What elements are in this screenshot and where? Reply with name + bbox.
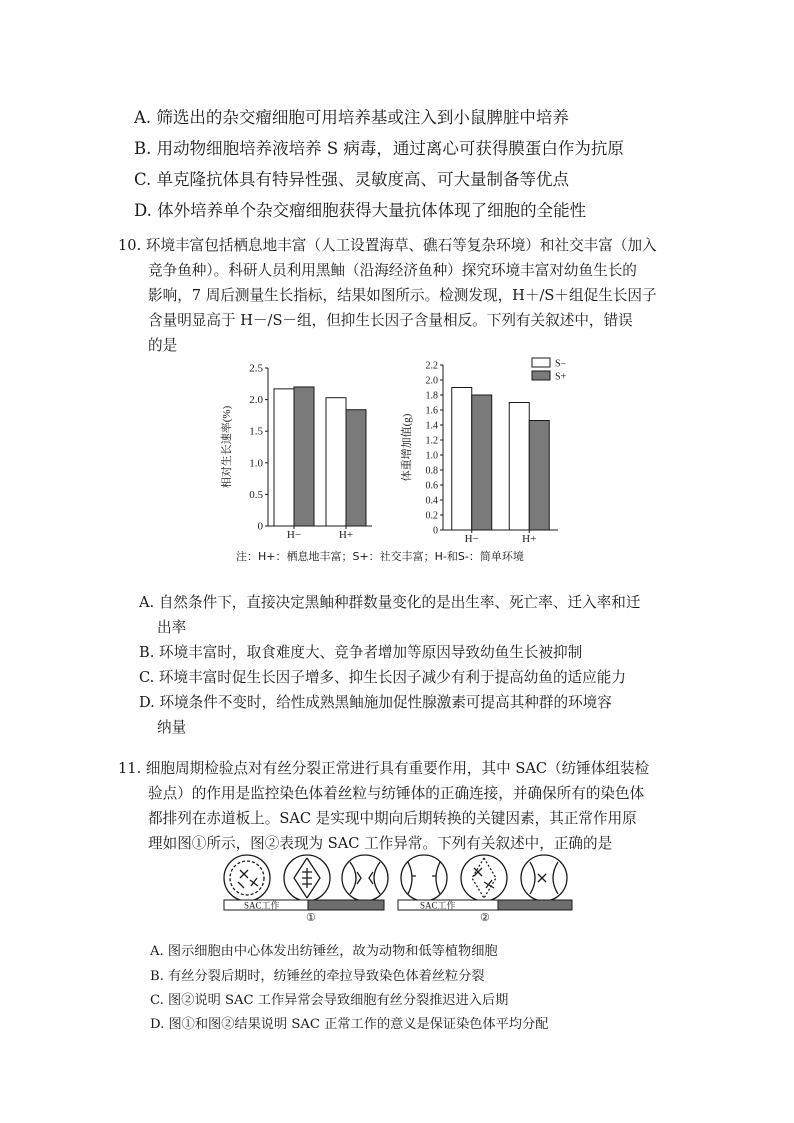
sac-bar-2-label: SAC工作 (420, 900, 456, 911)
sac-bar-1-label: SAC工作 (244, 900, 280, 911)
bar (529, 421, 549, 531)
y-tick-label: 1.0 (249, 457, 263, 470)
q10-stem-line: 竞争鱼种）。科研人员利用黑鲉（沿海经济鱼种）探究环境丰富对幼鱼生长的 (148, 262, 637, 279)
x-tick-label: H− (464, 533, 479, 545)
x-tick-label: H− (286, 529, 302, 541)
cell-abnormal-2 (521, 855, 567, 901)
q10-stem-line: 的是 (148, 337, 178, 354)
y-tick-label: 0.5 (249, 488, 263, 501)
q10-option-d-cont: 纳量 (157, 719, 187, 736)
y-tick-label: 0.6 (425, 480, 438, 492)
q10-figure-note: 注：H+：栖息地丰富；S+：社交丰富；H-和S-：简单环境 (236, 550, 524, 563)
x-tick-label: H+ (338, 529, 354, 541)
q11-figure (222, 850, 574, 930)
q11-stem-line: 都排列在赤道板上。SAC 是实现中期向后期转换的关键因素，其正常作用原 (148, 810, 637, 827)
y-tick-label: 0 (433, 525, 438, 537)
cell-anaphase-2 (401, 855, 447, 901)
q9-option-d: D. 体外培养单个杂交瘤细胞获得大量抗体体现了细胞的全能性 (134, 201, 587, 220)
y-tick-label: 1.2 (425, 435, 438, 447)
y-tick-label: 2.2 (425, 360, 438, 372)
q10-option-c: C. 环境丰富时促生长因子增多、抑生长因子减少有利于提高幼鱼的适应能力 (139, 669, 626, 686)
bar (294, 387, 314, 526)
sac-bar-2 (398, 900, 572, 925)
q9-option-c: C. 单克隆抗体具有特异性强、灵敏度高、可大量制备等优点 (134, 170, 570, 189)
bar (274, 389, 294, 526)
y-tick-label: 1.4 (425, 420, 438, 432)
q10-stem-line: 影响，7 周后测量生长指标，结果如图所示。检测发现，H＋/S＋组促生长因子 (148, 287, 657, 304)
bar (472, 395, 492, 530)
q11-option-d: D. 图①和图②结果说明 SAC 正常工作的意义是保证染色体平均分配 (150, 1017, 549, 1032)
bar (452, 388, 472, 531)
y-axis-label: 体重增加值(g) (401, 413, 413, 482)
y-tick-label: 1.6 (425, 405, 438, 417)
cell-prophase-1 (224, 855, 270, 901)
legend-label: S− (555, 358, 567, 370)
q11-option-b: B. 有丝分裂后期时，纺锤丝的牵拉导致染色体着丝粒分裂 (150, 969, 485, 984)
y-tick-label: 2.0 (249, 394, 263, 407)
weight-gain-chart (399, 358, 567, 545)
q10-option-a: A. 自然条件下，直接决定黑鲉种群数量变化的是出生率、死亡率、迁入率和迁 (139, 594, 641, 611)
bar (326, 398, 346, 526)
q10-option-a-cont: 出率 (157, 619, 187, 636)
figure-label-1: ① (306, 912, 316, 924)
y-tick-label: 0.8 (425, 465, 438, 477)
y-tick-label: 0.2 (425, 510, 438, 522)
legend-swatch (532, 358, 550, 367)
legend-label: S+ (555, 371, 567, 383)
q11-option-a: A. 图示细胞由中心体发出纺锤丝，故为动物和低等植物细胞 (150, 944, 498, 959)
cell-anaphase-1 (342, 855, 388, 901)
y-tick-label: 1.5 (249, 425, 263, 438)
y-tick-label: 2.5 (249, 362, 263, 375)
sac-bar-1 (224, 900, 384, 925)
bar (509, 403, 529, 531)
q10-figure (210, 355, 610, 567)
q10-option-b: B. 环境丰富时，取食难度大、竞争者增加等原因导致幼鱼生长被抑制 (139, 644, 583, 661)
cell-metaphase-1 (284, 855, 330, 901)
y-tick-label: 1.8 (425, 390, 438, 402)
growth-rate-chart (219, 363, 372, 542)
x-tick-label: H+ (522, 533, 537, 545)
q10-option-d: D. 环境条件不变时，给性成熟黑鲉施加促性腺激素可提高其种群的环境容 (139, 694, 612, 711)
q11-stem-line: 理如图①所示，图②表现为 SAC 工作异常。下列有关叙述中，正确的是 (148, 835, 613, 852)
q11-option-c: C. 图②说明 SAC 工作异常会导致细胞有丝分裂推迟进入后期 (150, 993, 509, 1008)
y-tick-label: 0 (257, 520, 263, 533)
q11-stem-line: 11. 细胞周期检验点对有丝分裂正常进行具有重要作用，其中 SAC（纺锤体组装检 (118, 760, 650, 777)
q11-stem-line: 验点）的作用是监控染色体着丝粒与纺锤体的正确连接，并确保所有的染色体 (148, 785, 645, 802)
y-tick-label: 0.4 (425, 495, 438, 507)
q9-option-b: B. 用动物细胞培养液培养 S 病毒，通过离心可获得膜蛋白作为抗原 (134, 139, 624, 158)
y-tick-label: 2.0 (425, 375, 438, 387)
legend-swatch (532, 371, 550, 380)
q9-option-a: A. 筛选出的杂交瘤细胞可用培养基或注入到小鼠脾脏中培养 (134, 108, 569, 127)
figure-label-2: ② (480, 912, 490, 924)
y-tick-label: 1.0 (425, 450, 438, 462)
q10-stem-line: 含量明显高于 H－/S－组，但抑生长因子含量相反。下列有关叙述中，错误 (148, 312, 633, 329)
bar (346, 410, 366, 526)
q10-stem-line: 10. 环境丰富包括栖息地丰富（人工设置海草、礁石等复杂环境）和社交丰富（加入 (118, 237, 657, 254)
cell-abnormal-1 (461, 855, 507, 901)
y-axis-label: 相对生长速率(%) (221, 405, 233, 489)
